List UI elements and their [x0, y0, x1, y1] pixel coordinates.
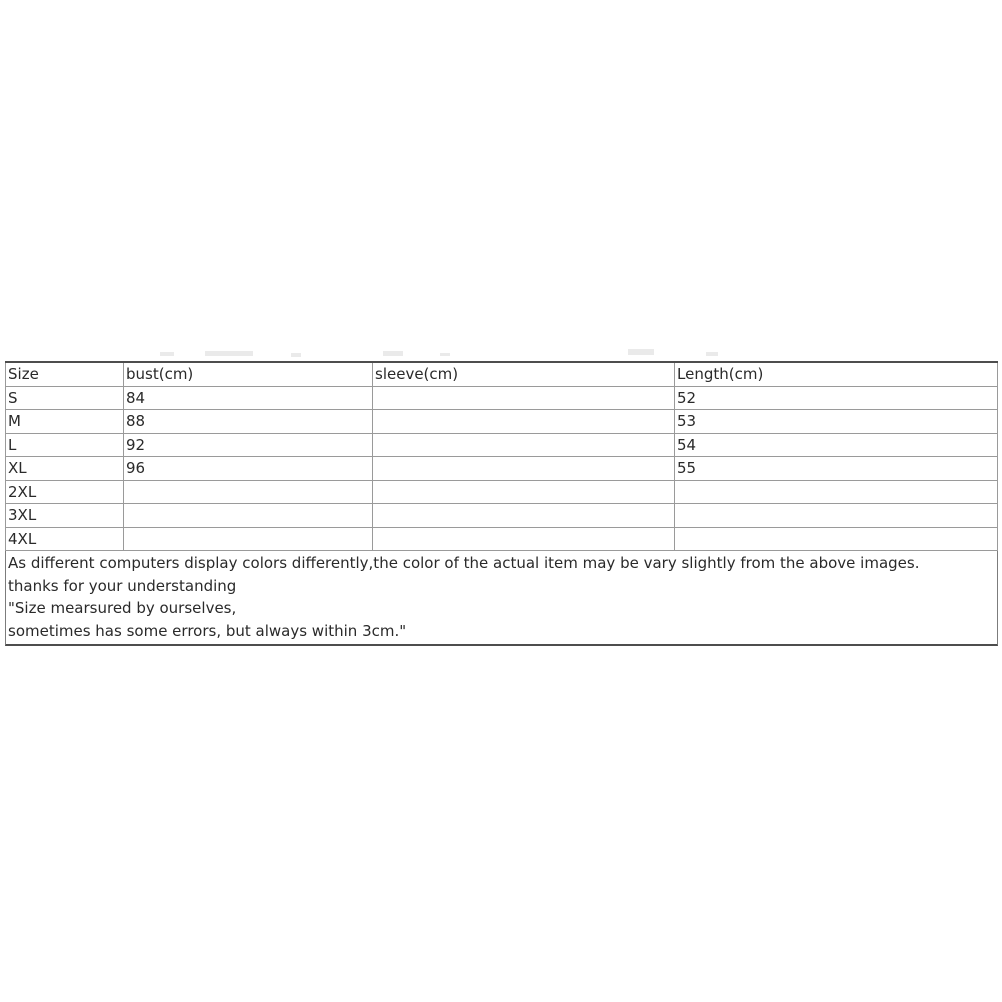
- note-line-color-disclaimer: As different computers display colors differently,the color of the actual item may be vary slightly from the above images.: [8, 554, 920, 572]
- table-row-m: [6, 410, 998, 434]
- cell-length: [675, 527, 998, 551]
- note-line-thanks: thanks for your understanding: [8, 576, 237, 595]
- cell-bust: [124, 527, 373, 551]
- cell-size: 3XL: [6, 504, 124, 528]
- note-line-measure-2: sometimes has some errors, but always within 3cm.": [8, 621, 407, 640]
- jpeg-artifact: [383, 351, 403, 356]
- header-row: [6, 362, 998, 386]
- size-table: [5, 361, 998, 551]
- cell-bust: 96: [124, 457, 373, 481]
- jpeg-artifact: [205, 351, 253, 356]
- table-row-2xl: [6, 480, 998, 504]
- cell-bust: [124, 480, 373, 504]
- cell-length: 54: [675, 433, 998, 457]
- jpeg-artifact: [440, 353, 450, 356]
- size-chart: [5, 361, 998, 646]
- cell-size: 4XL: [6, 527, 124, 551]
- cell-sleeve: [373, 433, 675, 457]
- header-size: Size: [6, 362, 124, 386]
- cell-bust: 92: [124, 433, 373, 457]
- cell-size: 2XL: [6, 480, 124, 504]
- header-bust: bust(cm): [124, 362, 373, 386]
- cell-size: XL: [6, 457, 124, 481]
- cell-length: 52: [675, 386, 998, 410]
- jpeg-artifact: [628, 349, 654, 355]
- jpeg-artifact: [706, 352, 718, 356]
- cell-length: 55: [675, 457, 998, 481]
- cell-sleeve: [373, 457, 675, 481]
- note-line-measure-1: "Size mearsured by ourselves,: [8, 599, 237, 617]
- table-row-xl: [6, 457, 998, 481]
- cell-bust: 84: [124, 386, 373, 410]
- cell-size: S: [6, 386, 124, 410]
- jpeg-artifact: [291, 353, 301, 357]
- cell-sleeve: [373, 480, 675, 504]
- table-row-s: [6, 386, 998, 410]
- note-box: [5, 551, 998, 646]
- cell-bust: [124, 504, 373, 528]
- table-row-l: [6, 433, 998, 457]
- cell-length: [675, 504, 998, 528]
- cell-bust: 88: [124, 410, 373, 434]
- cell-length: [675, 480, 998, 504]
- header-length: Length(cm): [675, 362, 998, 386]
- table-row-4xl: [6, 527, 998, 551]
- jpeg-artifact: [160, 352, 174, 356]
- cell-sleeve: [373, 386, 675, 410]
- cell-size: M: [6, 410, 124, 434]
- cell-sleeve: [373, 504, 675, 528]
- table-row-3xl: [6, 504, 998, 528]
- cell-sleeve: [373, 410, 675, 434]
- cell-length: 53: [675, 410, 998, 434]
- cell-size: L: [6, 433, 124, 457]
- header-sleeve: sleeve(cm): [373, 362, 675, 386]
- cell-sleeve: [373, 527, 675, 551]
